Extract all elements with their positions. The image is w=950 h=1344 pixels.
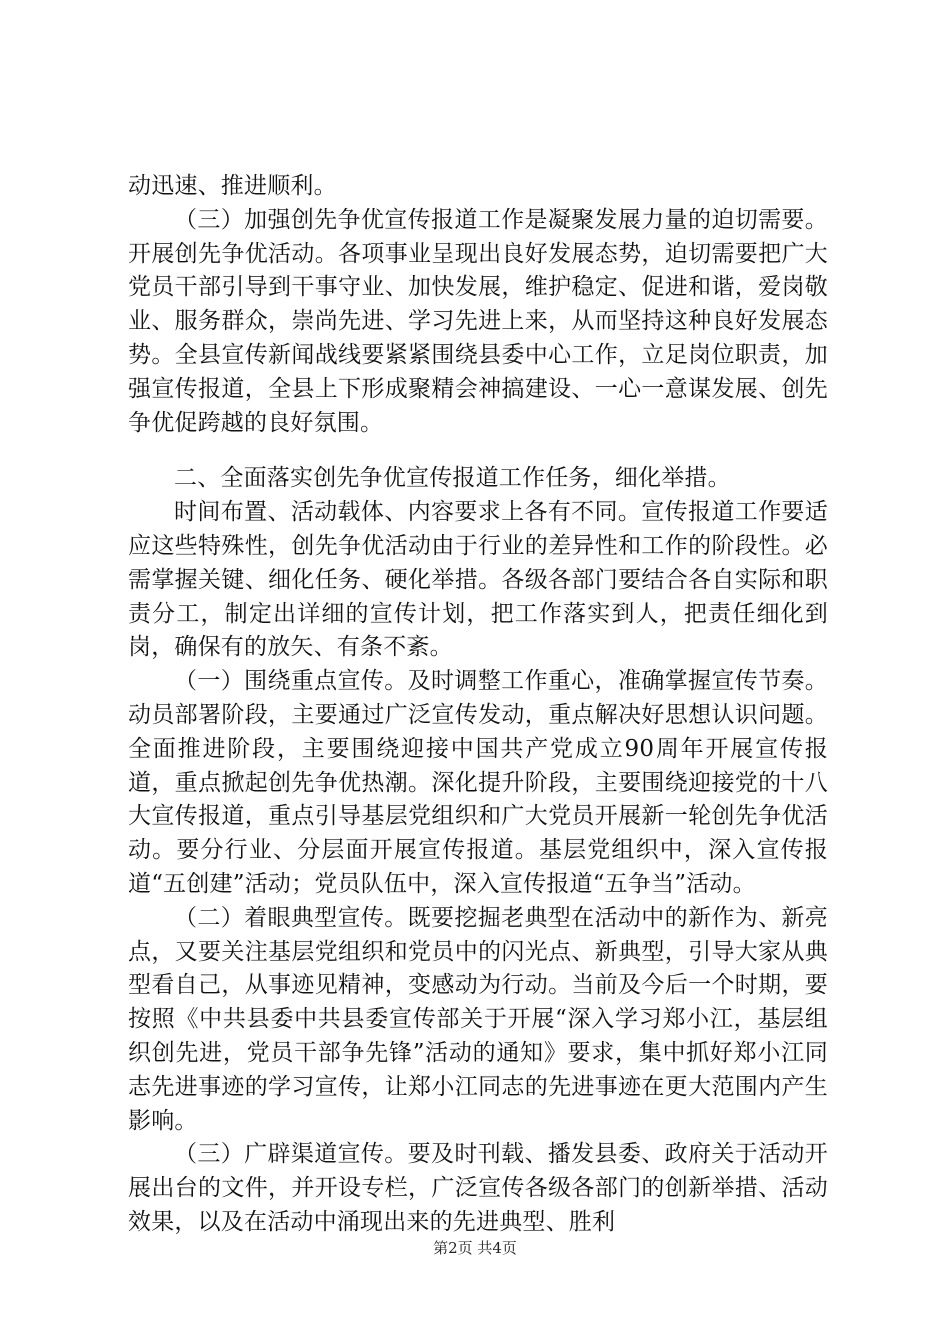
paragraph-continuation: 动迅速、推进顺利。 [128,173,337,199]
paragraph-spacer [128,440,828,462]
paragraph-section-three-intro: （三）加强创先争优宣传报道工作是凝聚发展力量的迫切需要。开展创先争优活动。各项事业呈现出良好发展态势，迫切需要把广大党员干部引导到干事守业、加快发展，维护稳定、促进和谐，爱岗敬业、服务群众，崇尚先进、学习先进上来，从而坚持这种良好发展态势。全县宣传新闻战线要紧紧围绕县委中心工作，立足岗位职责，加强宣传报道，全县上下形成聚精会神搞建设、一心一意谋发展、创先争优促跨越的良好氛围。 [128,206,828,436]
paragraph-item-three: （三）广辟渠道宣传。要及时刊载、播发县委、政府关于活动开展出台的文件，并开设专栏，广泛宣传各级各部门的创新举措、活动效果，以及在活动中涌现出来的先进典型、胜利 [128,1141,828,1235]
paragraph-item-one: （一）围绕重点宣传。及时调整工作重心，准确掌握宣传节奏。动员部署阶段，主要通过广泛宣传发动，重点解决好思想认识问题。全面推进阶段，主要围绕迎接中国共产党成立90周年开展宣传报道，重点掀起创先争优热潮。深化提升阶段，主要围绕迎接党的十八大宣传报道，重点引导基层党组织和广大党员开展新一轮创先争优活动。要分行业、分层面开展宣传报道。基层党组织中，深入宣传报道“五创建”活动；党员队伍中，深入宣传报道“五争当”活动。 [128,668,828,897]
paragraph-item-two: （二）着眼典型宣传。既要挖掘老典型在活动中的新作为、新亮点，又要关注基层党组织和党员中的闪光点、新典型，引导大家从典型看自己，从事迹见精神，变感动为行动。当前及今后一个时期，要按照《中共县委中共县委宣传部关于开展“深入学习郑小江，基层组织创先进，党员干部争先锋”活动的通知》要求，集中抓好郑小江同志先进事迹的学习宣传，让郑小江同志的先进事迹在更大范围内产生影响。 [128,904,828,1134]
paragraph-section-two-body: 时间布置、活动载体、内容要求上各有不同。宣传报道工作要适应这些特殊性，创先争优活动由于行业的差异性和工作的阶段性。必需掌握关键、细化任务、硬化举措。各级各部门要结合各自实际和职责分工，制定出详细的宣传计划，把工作落实到人，把责任细化到岗，确保有的放矢、有条不紊。 [128,499,828,661]
page-footer [0,1238,950,1258]
page-number-label: 第2页 共4页 [433,1239,517,1257]
document-body [128,170,828,1240]
section-heading-two: 二、全面落实创先争优宣传报道工作任务，细化举措。 [174,465,731,492]
